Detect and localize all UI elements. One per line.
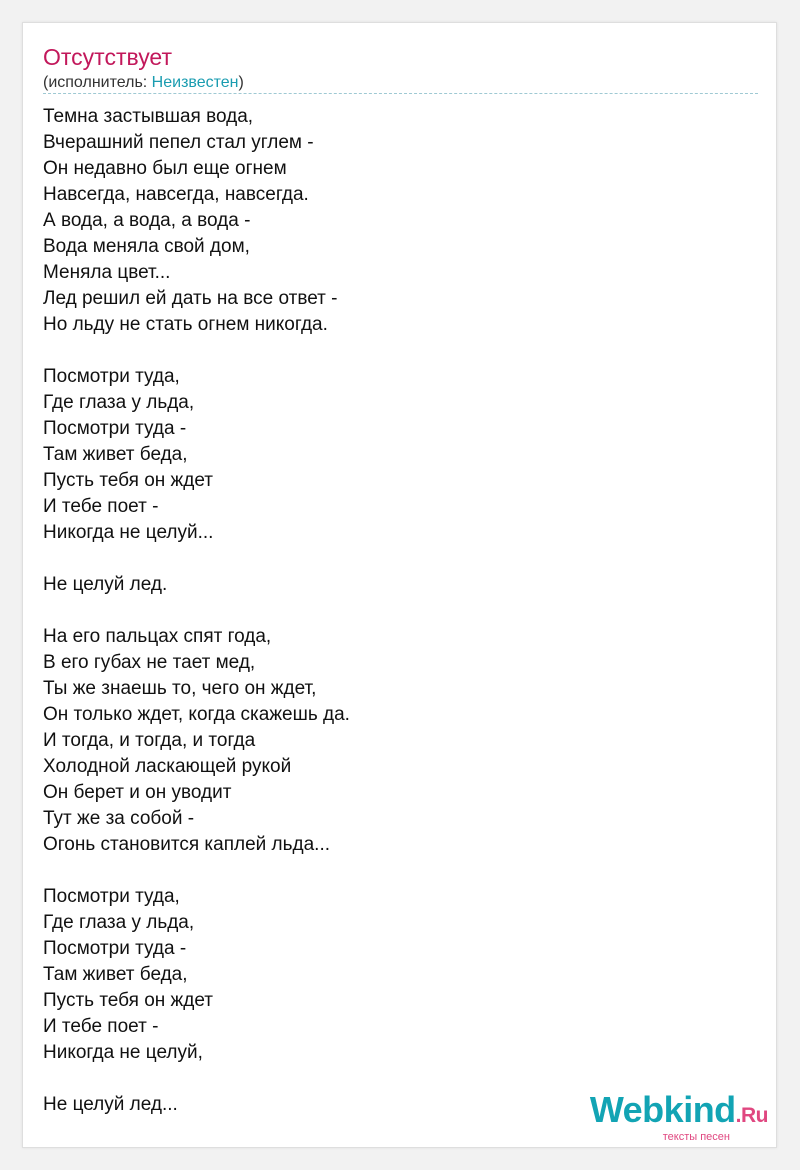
lyrics-text <box>43 104 758 1118</box>
lyric-line: Ты же знаешь то, чего он ждет, <box>43 678 317 699</box>
lyric-line: На его пальцах спят года, <box>43 626 272 647</box>
lyric-line: Темна застывшая вода, <box>43 106 254 127</box>
lyric-line: Посмотри туда - <box>43 418 187 439</box>
lyric-line: В его губах не тает мед, <box>43 652 256 673</box>
lyric-line: Огонь становится каплей льда... <box>43 834 331 855</box>
lyric-line: Где глаза у льда, <box>43 912 195 933</box>
artist-line <box>43 73 244 93</box>
lyric-line: Посмотри туда, <box>43 366 180 387</box>
lyric-line: И тогда, и тогда, и тогда <box>43 730 256 751</box>
lyric-line: Никогда не целуй... <box>43 522 214 543</box>
lyric-line: Пусть тебя он ждет <box>43 990 213 1011</box>
lyric-line: Посмотри туда, <box>43 886 180 907</box>
lyric-line: Он только ждет, когда скажешь да. <box>43 704 350 725</box>
lyric-line: Но льду не стать огнем никогда. <box>43 314 328 335</box>
lyrics-card <box>22 22 777 1148</box>
lyric-line: Меняла цвет... <box>43 262 171 283</box>
artist-suffix: ) <box>238 74 244 91</box>
lyric-line: Не целуй лед... <box>43 1094 178 1115</box>
logo-tld: .Ru <box>735 1104 768 1127</box>
lyric-line: Он берет и он уводит <box>43 782 232 803</box>
lyric-line: Там живет беда, <box>43 964 188 985</box>
lyric-line: Вчерашний пепел стал углем - <box>43 132 314 153</box>
logo-brand: Webkind <box>589 1089 736 1130</box>
lyric-line: Лед решил ей дать на все ответ - <box>43 288 338 309</box>
lyric-line: И тебе поет - <box>43 496 159 517</box>
lyric-line: Не целуй лед. <box>43 574 168 595</box>
lyric-blank-line <box>43 598 758 624</box>
lyric-line: Там живет беда, <box>43 444 188 465</box>
artist-prefix: (исполнитель: <box>43 74 152 91</box>
artist-name-link[interactable]: Неизвестен <box>151 74 239 91</box>
lyric-line: Тут же за собой - <box>43 808 195 829</box>
lyric-line: Посмотри туда - <box>43 938 187 959</box>
lyric-line: Вода меняла свой дом, <box>43 236 250 257</box>
lyric-blank-line <box>43 858 758 884</box>
site-logo[interactable] <box>589 1089 768 1143</box>
lyric-line: Где глаза у льда, <box>43 392 195 413</box>
lyric-line: Пусть тебя он ждет <box>43 470 213 491</box>
song-title: Отсутствует <box>43 44 172 70</box>
lyric-line: Холодной ласкающей рукой <box>43 756 292 777</box>
title-divider <box>43 93 758 94</box>
logo-tagline: тексты песен <box>662 1131 730 1143</box>
lyric-blank-line <box>43 546 758 572</box>
lyric-line: А вода, а вода, а вода - <box>43 210 251 231</box>
lyric-line: И тебе поет - <box>43 1016 159 1037</box>
lyric-line: Никогда не целуй, <box>43 1042 203 1063</box>
lyric-line: Он недавно был еще огнем <box>43 158 287 179</box>
lyric-blank-line <box>43 338 758 364</box>
lyric-line: Навсегда, навсегда, навсегда. <box>43 184 309 205</box>
